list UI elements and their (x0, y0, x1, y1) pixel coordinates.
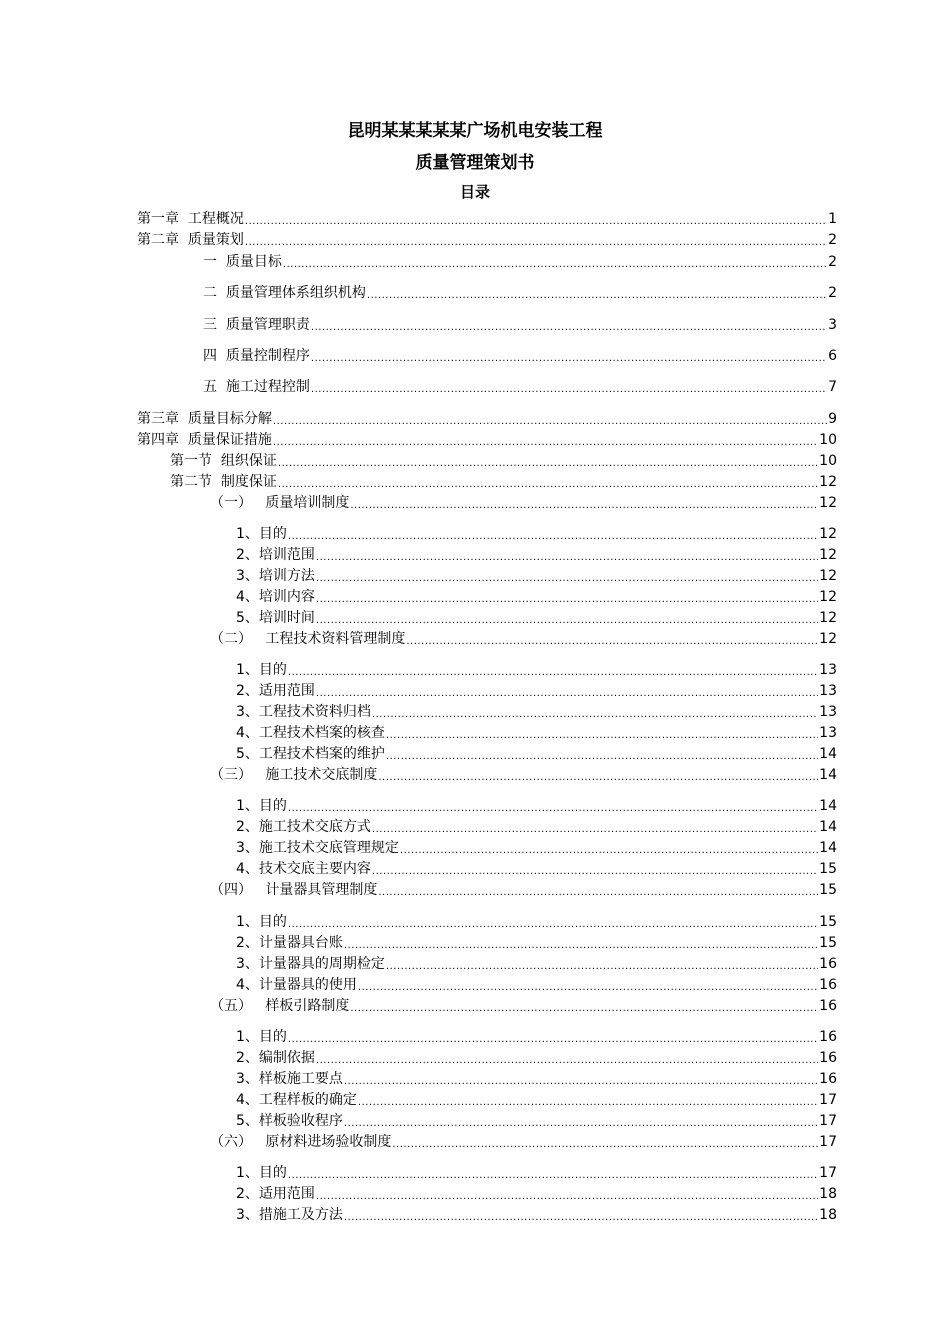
toc-entry[interactable] (203, 315, 837, 335)
toc-entry-title: 三 质量管理职责 (203, 317, 310, 333)
toc-entry-page: 12 (819, 631, 837, 647)
toc-dot-leader (316, 572, 818, 586)
toc-entry-page: 7 (828, 379, 837, 395)
toc-entry-title: 2、适用范围 (236, 1186, 315, 1202)
toc-dot-leader (406, 635, 818, 649)
toc-entry-page: 17 (819, 1113, 837, 1129)
toc-dot-leader (288, 1169, 818, 1183)
toc-entry[interactable] (210, 765, 837, 785)
toc-dot-leader (283, 258, 827, 272)
toc-entry-page: 3 (828, 317, 837, 333)
toc-entry-title: 4、计量器具的使用 (236, 977, 357, 993)
toc-entry-title: 2、培训范围 (236, 547, 315, 563)
toc-entry-title: 5、培训时间 (236, 610, 315, 626)
toc-entry[interactable] (236, 954, 837, 974)
toc-entry-title: 5、样板验收程序 (236, 1113, 343, 1129)
toc-entry-page: 17 (819, 1165, 837, 1181)
toc-entry[interactable] (236, 608, 837, 628)
toc-entry-title: （三） 施工技术交底制度 (210, 767, 378, 783)
toc-dot-leader (316, 1054, 818, 1068)
toc-entry-page: 6 (828, 348, 837, 364)
toc-entry-title: 第四章 质量保证措施 (137, 432, 272, 448)
toc-entry[interactable] (170, 472, 837, 492)
toc-entry-page: 12 (819, 568, 837, 584)
toc-entry-title: 4、工程技术档案的核查 (236, 725, 385, 741)
toc-entry-page: 15 (819, 861, 837, 877)
toc-entry[interactable] (137, 209, 837, 229)
toc-entry-title: 1、目的 (236, 526, 287, 542)
toc-dot-leader (350, 1002, 818, 1016)
toc-entry-title: 2、施工技术交底方式 (236, 819, 371, 835)
toc-heading: 目录 (459, 183, 490, 201)
toc-entry[interactable] (170, 451, 837, 471)
toc-entry[interactable] (236, 1184, 837, 1204)
toc-entry-title: 第一章 工程概况 (137, 211, 244, 227)
toc-dot-leader (316, 551, 818, 565)
toc-entry-title: 3、样板施工要点 (236, 1071, 343, 1087)
toc-entry-page: 14 (819, 798, 837, 814)
toc-dot-leader (288, 918, 818, 932)
toc-entry-title: 5、工程技术档案的维护 (236, 746, 385, 762)
toc-dot-leader (278, 478, 818, 492)
toc-entry-page: 12 (819, 526, 837, 542)
toc-entry-title: 第二章 质量策划 (137, 232, 244, 248)
toc-entry-title: （六） 原材料进场验收制度 (210, 1134, 392, 1150)
toc-entry[interactable] (236, 723, 837, 743)
toc-entry[interactable] (236, 859, 837, 879)
toc-entry-page: 14 (819, 767, 837, 783)
document-subtitle: 质量管理策划书 (415, 153, 535, 173)
toc-entry-page: 13 (819, 683, 837, 699)
toc-entry-title: （四） 计量器具管理制度 (210, 882, 378, 898)
toc-entry-page: 15 (819, 882, 837, 898)
toc-entry-title: 4、技术交底主要内容 (236, 861, 371, 877)
toc-dot-leader (372, 865, 818, 879)
toc-entry-title: 1、目的 (236, 1165, 287, 1181)
toc-entry[interactable] (203, 283, 837, 303)
toc-dot-leader (316, 687, 818, 701)
toc-entry-title: 1、目的 (236, 1029, 287, 1045)
toc-entry[interactable] (236, 933, 837, 953)
toc-entry[interactable] (236, 681, 837, 701)
toc-entry[interactable] (236, 1027, 837, 1047)
toc-entry-title: 一 质量目标 (203, 254, 282, 270)
toc-entry-page: 16 (819, 1050, 837, 1066)
toc-entry[interactable] (236, 566, 837, 586)
toc-dot-leader (378, 771, 818, 785)
toc-entry-page: 12 (819, 589, 837, 605)
toc-entry[interactable] (236, 1048, 837, 1068)
toc-entry-page: 18 (819, 1207, 837, 1223)
toc-entry-page: 17 (819, 1134, 837, 1150)
toc-entry-page: 2 (828, 232, 837, 248)
toc-entry-title: 3、施工技术交底管理规定 (236, 840, 399, 856)
toc-entry-page: 16 (819, 1029, 837, 1045)
toc-entry[interactable] (210, 1132, 837, 1152)
toc-entry[interactable] (236, 702, 837, 722)
toc-entry-page: 14 (819, 840, 837, 856)
toc-entry-title: 3、工程技术资料归档 (236, 704, 371, 720)
toc-entry[interactable] (236, 1163, 837, 1183)
toc-dot-leader (344, 939, 818, 953)
toc-entry[interactable] (236, 1090, 837, 1110)
toc-dot-leader (386, 729, 818, 743)
toc-entry-page: 1 (828, 211, 837, 227)
toc-entry[interactable] (203, 346, 837, 366)
toc-entry[interactable] (236, 1069, 837, 1089)
toc-entry-page: 13 (819, 662, 837, 678)
toc-dot-leader (288, 802, 818, 816)
toc-entry[interactable] (137, 430, 837, 450)
toc-entry-title: （五） 样板引路制度 (210, 998, 350, 1014)
toc-dot-leader (316, 1190, 818, 1204)
toc-entry-title: 四 质量控制程序 (203, 348, 310, 364)
toc-entry[interactable] (210, 880, 837, 900)
toc-dot-leader (245, 215, 827, 229)
toc-entry-page: 2 (828, 254, 837, 270)
toc-entry-page: 14 (819, 819, 837, 835)
toc-entry[interactable] (236, 744, 837, 764)
toc-entry[interactable] (137, 409, 837, 429)
toc-entry-page: 18 (819, 1186, 837, 1202)
toc-dot-leader (311, 321, 827, 335)
toc-dot-leader (344, 1075, 818, 1089)
toc-entry[interactable] (203, 252, 837, 272)
toc-dot-leader (288, 666, 818, 680)
toc-dot-leader (392, 1138, 818, 1152)
toc-entry-page: 10 (819, 453, 837, 469)
toc-entry-page: 16 (819, 1071, 837, 1087)
toc-dot-leader (372, 708, 818, 722)
toc-entry-page: 15 (819, 914, 837, 930)
toc-dot-leader (311, 352, 827, 366)
toc-entry[interactable] (236, 796, 837, 816)
toc-entry-title: （二） 工程技术资料管理制度 (210, 631, 406, 647)
document-title: 昆明某某某某某广场机电安装工程 (347, 121, 603, 141)
toc-entry-title: 4、培训内容 (236, 589, 315, 605)
toc-entry[interactable] (236, 524, 837, 544)
toc-entry-title: 1、目的 (236, 662, 287, 678)
toc-dot-leader (273, 436, 818, 450)
toc-entry-page: 16 (819, 977, 837, 993)
toc-entry[interactable] (236, 587, 837, 607)
toc-dot-leader (245, 236, 827, 250)
toc-dot-leader (372, 823, 818, 837)
toc-entry-title: 2、编制依据 (236, 1050, 315, 1066)
toc-entry-page: 13 (819, 704, 837, 720)
toc-dot-leader (358, 981, 818, 995)
toc-entry-page: 17 (819, 1092, 837, 1108)
toc-entry-title: 3、措施工及方法 (236, 1207, 343, 1223)
toc-entry-page: 2 (828, 285, 837, 301)
toc-dot-leader (316, 614, 818, 628)
toc-entry-title: 二 质量管理体系组织机构 (203, 285, 366, 301)
toc-entry[interactable] (236, 1111, 837, 1131)
toc-dot-leader (273, 415, 827, 429)
toc-dot-leader (344, 1211, 818, 1225)
toc-dot-leader (367, 289, 827, 303)
toc-entry[interactable] (236, 1205, 837, 1225)
toc-entry[interactable] (210, 493, 837, 513)
toc-dot-leader (288, 530, 818, 544)
toc-entry-title: 3、培训方法 (236, 568, 315, 584)
toc-entry-title: （一） 质量培训制度 (210, 495, 350, 511)
toc-dot-leader (358, 1096, 818, 1110)
toc-entry-title: 2、计量器具台账 (236, 935, 343, 951)
toc-entry-title: 1、目的 (236, 914, 287, 930)
toc-dot-leader (378, 886, 818, 900)
toc-entry-page: 13 (819, 725, 837, 741)
toc-entry-page: 12 (819, 495, 837, 511)
toc-entry-title: 第一节 组织保证 (170, 453, 277, 469)
toc-entry[interactable] (236, 912, 837, 932)
toc-dot-leader (278, 457, 818, 471)
toc-entry[interactable] (203, 377, 837, 397)
toc-entry-title: 3、计量器具的周期检定 (236, 956, 385, 972)
toc-dot-leader (400, 844, 818, 858)
toc-entry[interactable] (236, 817, 837, 837)
toc-dot-leader (350, 499, 818, 513)
toc-entry-page: 12 (819, 547, 837, 563)
toc-entry-title: 第三章 质量目标分解 (137, 411, 272, 427)
toc-entry[interactable] (236, 660, 837, 680)
toc-entry-page: 15 (819, 935, 837, 951)
toc-entry-page: 16 (819, 956, 837, 972)
toc-entry[interactable] (236, 975, 837, 995)
toc-entry-page: 12 (819, 610, 837, 626)
toc-entry[interactable] (236, 545, 837, 565)
toc-entry-page: 10 (819, 432, 837, 448)
toc-entry-title: 五 施工过程控制 (203, 379, 310, 395)
toc-dot-leader (386, 960, 818, 974)
toc-entry-title: 4、工程样板的确定 (236, 1092, 357, 1108)
toc-entry-title: 第二节 制度保证 (170, 474, 277, 490)
toc-entry-page: 9 (828, 411, 837, 427)
toc-entry-page: 14 (819, 746, 837, 762)
toc-entry-title: 1、目的 (236, 798, 287, 814)
toc-entry[interactable] (210, 996, 837, 1016)
toc-entry[interactable] (210, 629, 837, 649)
toc-dot-leader (344, 1117, 818, 1131)
toc-dot-leader (316, 593, 818, 607)
toc-dot-leader (288, 1033, 818, 1047)
toc-dot-leader (311, 383, 827, 397)
toc-entry[interactable] (236, 838, 837, 858)
toc-entry-title: 2、适用范围 (236, 683, 315, 699)
toc-entry-page: 12 (819, 474, 837, 490)
toc-entry[interactable] (137, 230, 837, 250)
toc-entry-page: 16 (819, 998, 837, 1014)
toc-dot-leader (386, 750, 818, 764)
